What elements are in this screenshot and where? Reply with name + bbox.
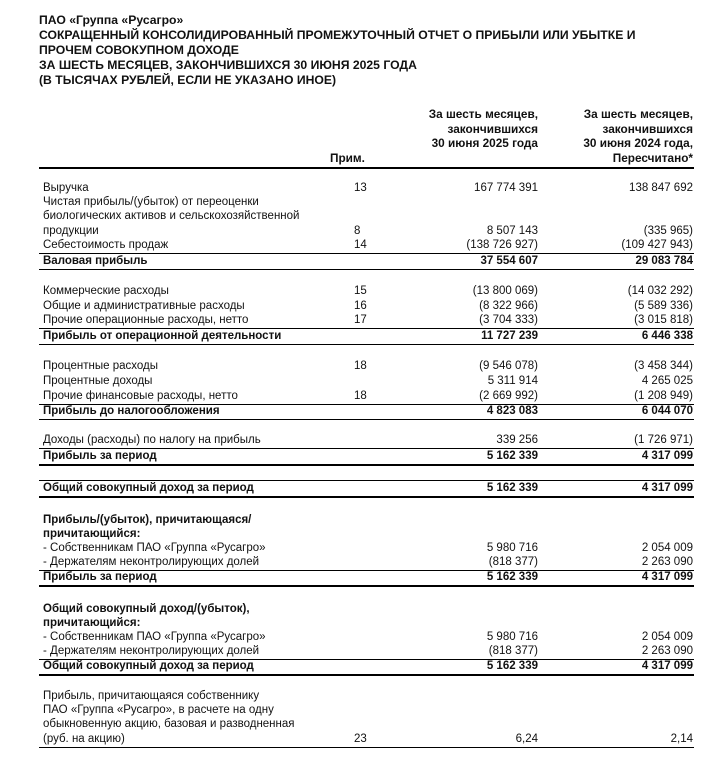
row-value-2024: 4 317 099: [641, 450, 693, 462]
bio-label-line2: биологических активов и сельскохозяйственной: [43, 210, 300, 222]
table-row-income-tax: [0, 434, 708, 447]
row-value-2024: (3 458 344): [634, 360, 693, 372]
attrib-profit-heading-line2: причитающийся:: [43, 528, 141, 540]
row-value-2024: 6 044 070: [641, 405, 693, 417]
table-row-other-finance: [0, 390, 708, 403]
table-row-profit-owners: [0, 542, 708, 555]
row-label: Доходы (расходы) по налогу на прибыль: [43, 434, 261, 446]
row-label: Прибыль от операционной деятельности: [43, 330, 282, 342]
row-value-2024: (5 589 336): [634, 300, 693, 312]
row-label: Общий совокупный доход за период: [43, 482, 254, 494]
row-label: Прочие финансовые расходы, нетто: [43, 390, 238, 402]
row-note: 14: [354, 239, 367, 251]
table-row-selling: [0, 285, 708, 298]
table-row-revenue: [0, 182, 708, 195]
row-divider: [39, 419, 694, 420]
row-value-2024: (335 965): [643, 225, 693, 237]
row-label: Общий совокупный доход за период: [43, 660, 254, 672]
col2024-line1: За шесть месяцев,: [583, 107, 693, 121]
row-label: - Собственникам ПАО «Группа «Русагро»: [43, 542, 266, 554]
row-value-2025: 5 162 339: [486, 482, 538, 494]
row-value-2025: 5 162 339: [486, 660, 538, 672]
row-value-2025: 5 311 914: [487, 375, 538, 387]
table-row-eps: [0, 733, 708, 746]
table-row-profit-for-period: [0, 450, 708, 463]
row-value-2025: (138 726 927): [466, 239, 538, 251]
table-row-operating-profit: [0, 330, 708, 343]
row-note: 18: [354, 390, 367, 402]
row-value-2024: 2 263 090: [641, 556, 693, 568]
row-value-2025: 8 507 143: [486, 225, 538, 237]
bio-label-line1: Чистая прибыль/(убыток) от переоценки: [43, 196, 259, 208]
row-label: Валовая прибыль: [43, 255, 148, 267]
row-label: - Собственникам ПАО «Группа «Русагро»: [43, 631, 266, 643]
row-value-2025: 5 162 339: [486, 450, 538, 462]
row-label: Прочие операционные расходы, нетто: [43, 314, 249, 326]
row-label: Выручка: [43, 182, 89, 194]
table-row-cogs: [0, 239, 708, 252]
row-value-2024: (1 208 949): [634, 390, 693, 402]
row-value-2024: (14 032 292): [627, 285, 693, 297]
row-value-2025: 6,24: [515, 733, 538, 745]
table-row-gross-profit: [0, 255, 708, 268]
row-label: - Держателям неконтролирующих долей: [43, 645, 260, 657]
row-label: Процентные расходы: [43, 360, 159, 372]
row-value-2024: 2 054 009: [641, 631, 693, 643]
row-value-2024: 29 083 784: [635, 255, 693, 267]
attrib-tci-heading-line2: причитающийся:: [43, 617, 141, 629]
note-column-header: [330, 151, 380, 166]
row-note: 17: [354, 314, 367, 326]
row-divider: [39, 674, 694, 676]
row-value-2025: (8 322 966): [479, 300, 538, 312]
row-divider: [39, 464, 694, 466]
table-row-admin: [0, 300, 708, 313]
table-row-profit-before-tax: [0, 405, 708, 418]
report-title-line2: ПРОЧЕМ СОВОКУПНОМ ДОХОДЕ: [39, 43, 239, 57]
row-label: Коммерческие расходы: [43, 285, 169, 297]
row-value-2025: (3 704 333): [479, 314, 538, 326]
row-value-2024: (1 726 971): [634, 434, 693, 446]
row-divider: [39, 344, 694, 345]
row-label: Прибыль за период: [43, 571, 157, 583]
table-row-profit-nci: [0, 556, 708, 569]
row-label: Общие и административные расходы: [43, 300, 245, 312]
report-header: [39, 13, 635, 88]
row-value-2025: 167 774 391: [474, 182, 538, 194]
row-label: (руб. на акцию): [43, 733, 125, 745]
col2024-line4: Пересчитано*: [612, 150, 693, 165]
row-label: продукции: [43, 225, 99, 237]
report-units: (В ТЫСЯЧАХ РУБЛЕЙ, ЕСЛИ НЕ УКАЗАНО ИНОЕ): [39, 73, 337, 87]
row-value-2024: (109 427 943): [621, 239, 693, 251]
report-title-line1: СОКРАЩЕННЫЙ КОНСОЛИДИРОВАННЫЙ ПРОМЕЖУТОЧНЫЙ ОТЧЕТ О ПРИБЫЛИ ИЛИ УБЫТКЕ И: [39, 28, 636, 42]
row-divider: [39, 253, 694, 254]
eps-label-line2: ПАО «Группа «Русагро», в расчете на одну: [43, 704, 274, 716]
attrib-tci-heading-line1: Общий совокупный доход/(убыток),: [43, 603, 250, 615]
row-divider: [39, 269, 694, 270]
table-row-tci-total: [0, 660, 708, 673]
table-row-bio-assets: [0, 225, 708, 238]
table-row-tci-owners: [0, 631, 708, 644]
eps-label-line1: Прибыль, причитающаяся собственнику: [43, 690, 260, 702]
col2025-line3: 30 июня 2025 года: [431, 136, 538, 150]
row-note: 16: [354, 300, 367, 312]
col2025-line1: За шесть месяцев,: [428, 107, 538, 121]
table-row-tci-nci: [0, 645, 708, 658]
row-value-2024: 6 446 338: [641, 330, 693, 342]
row-value-2024: 138 847 692: [629, 182, 693, 194]
row-divider: [39, 585, 694, 587]
row-value-2024: (3 015 818): [634, 314, 693, 326]
row-note: 18: [354, 360, 367, 372]
row-value-2025: (13 800 069): [472, 285, 538, 297]
eps-label-line3: обыкновенную акцию, базовая и разводненная: [43, 718, 295, 730]
column-2025-header: [429, 107, 538, 151]
row-divider: [39, 480, 694, 481]
table-row-total-comprehensive-income: [0, 482, 708, 495]
row-value-2025: (818 377): [488, 556, 538, 568]
table-row-interest-income: [0, 375, 708, 388]
row-divider: [39, 496, 694, 498]
row-label: Себестоимость продаж: [43, 239, 169, 251]
row-value-2024: 2 054 009: [641, 542, 693, 554]
col2025-line2: закончившихся: [447, 121, 538, 136]
column-2024-header: [583, 107, 693, 165]
attrib-profit-heading-line1: Прибыль/(убыток), причитающаяся/: [43, 514, 252, 526]
row-value-2025: (2 669 992): [479, 390, 538, 402]
row-note: 8: [354, 225, 361, 237]
row-value-2024: 4 317 099: [641, 482, 693, 494]
row-value-2024: 2 263 090: [641, 645, 693, 657]
row-divider: [39, 328, 694, 329]
row-value-2025: 37 554 607: [480, 255, 538, 267]
row-label: Прибыль до налогообложения: [43, 405, 220, 417]
row-note: 23: [354, 733, 367, 745]
row-note: 13: [354, 182, 367, 194]
col2024-line2: закончившихся: [602, 121, 693, 136]
row-value-2025: 4 823 083: [486, 405, 538, 417]
row-label: Прибыль за период: [43, 450, 157, 462]
row-divider: [39, 747, 694, 748]
report-period: ЗА ШЕСТЬ МЕСЯЦЕВ, ЗАКОНЧИВШИХСЯ 30 ИЮНЯ 2025 ГОДА: [39, 58, 417, 72]
table-row-other-operating: [0, 314, 708, 327]
col2024-line3: 30 июня 2024 года,: [583, 136, 693, 150]
row-value-2025: 5 980 716: [486, 631, 538, 643]
row-value-2024: 4 317 099: [641, 571, 693, 583]
row-label: Процентные доходы: [43, 375, 153, 387]
row-value-2024: 4 317 099: [641, 660, 693, 672]
table-row-profit-total: [0, 571, 708, 584]
row-value-2024: 4 265 025: [641, 375, 693, 387]
row-value-2025: 5 162 339: [486, 571, 538, 583]
header-rule: [39, 167, 694, 169]
row-label: - Держателям неконтролирующих долей: [43, 556, 260, 568]
row-value-2025: 339 256: [496, 434, 538, 446]
row-value-2025: 11 727 239: [481, 330, 538, 342]
row-note: 15: [354, 285, 367, 297]
row-value-2024: 2,14: [670, 733, 693, 745]
row-value-2025: (818 377): [488, 645, 538, 657]
note-header-text: Прим.: [330, 151, 365, 165]
row-value-2025: 5 980 716: [486, 542, 538, 554]
company-name: ПАО «Группа «Русагро»: [39, 13, 184, 27]
row-value-2025: (9 546 078): [479, 360, 538, 372]
table-row-interest-expense: [0, 360, 708, 373]
row-divider: [39, 448, 694, 449]
